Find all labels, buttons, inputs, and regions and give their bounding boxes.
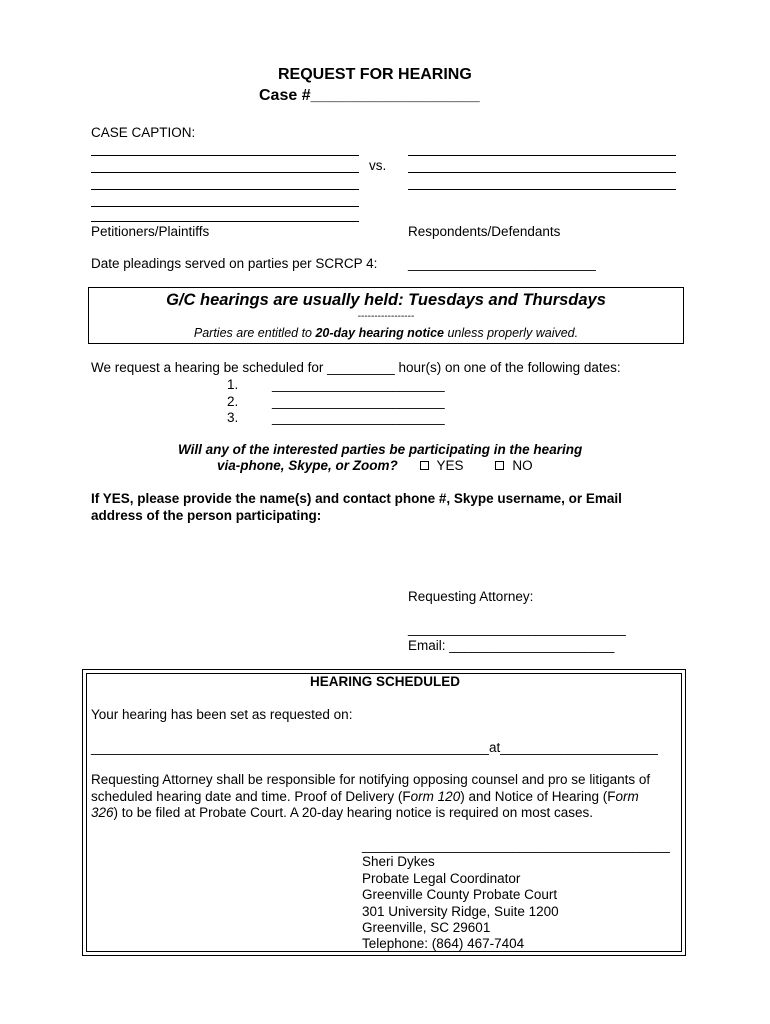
no-label: NO xyxy=(512,458,533,473)
hearing-set-text: Your hearing has been set as requested on: xyxy=(91,707,353,722)
hearing-request-text xyxy=(91,360,621,375)
hours-field[interactable]: _________ xyxy=(327,360,395,375)
coordinator-phone: Telephone: (864) 467-7404 xyxy=(362,936,525,951)
scheduled-datetime xyxy=(91,740,658,755)
attorney-email xyxy=(408,638,614,653)
case-label: Case # xyxy=(259,87,311,104)
resp-text: ) and Notice of Hearing (F xyxy=(460,789,616,804)
respondent-line[interactable] xyxy=(408,155,676,156)
hearing-scheduled-title: HEARING SCHEDULED xyxy=(309,674,460,689)
notice-headline: G/C hearings are usually held: Tuesdays and Thursdays xyxy=(166,291,606,309)
respondent-line[interactable] xyxy=(408,189,676,190)
date-option-field[interactable]: _______________________ xyxy=(272,394,445,409)
coordinator-name: Sheri Dykes xyxy=(362,854,435,869)
petitioner-line[interactable] xyxy=(91,172,359,173)
hearing-days-notice xyxy=(88,287,684,344)
form-326-number: 326 xyxy=(91,805,114,820)
respondents-label: Respondents/Defendants xyxy=(408,224,561,239)
no-checkbox[interactable] xyxy=(495,461,504,470)
petitioners-label: Petitioners/Plaintiffs xyxy=(91,224,210,239)
notice-text-before: Parties are entitled to xyxy=(193,326,316,340)
attorney-signature-field[interactable]: _____________________________ xyxy=(408,621,626,636)
respondent-line[interactable] xyxy=(408,172,676,173)
responsibility-line3 xyxy=(91,805,593,820)
coordinator-court: Greenville County Probate Court xyxy=(362,887,558,902)
date-option-number: 1. xyxy=(227,377,239,392)
resp-text: ) to be filed at Probate Court. A 20-day hearing notice is required on most cases. xyxy=(113,805,594,820)
case-caption-label: CASE CAPTION: xyxy=(91,125,196,140)
responsibility-line2 xyxy=(91,789,639,804)
yes-label: YES xyxy=(436,458,464,473)
remote-question-line1: Will any of the interested parties be participating in the hearing xyxy=(178,442,583,457)
coordinator-title: Probate Legal Coordinator xyxy=(362,871,521,886)
page-title: REQUEST FOR HEARING xyxy=(278,66,472,83)
contact-instructions-line2: address of the person participating: xyxy=(91,508,322,523)
yes-checkbox[interactable] xyxy=(420,461,429,470)
form-326-ref: orm xyxy=(615,789,639,804)
remote-question-text: via-phone, Skype, or Zoom? xyxy=(217,458,398,473)
date-option-number: 2. xyxy=(227,394,239,409)
coordinator-address1: 301 University Ridge, Suite 1200 xyxy=(362,904,559,919)
notice-text xyxy=(89,326,683,340)
date-option-field[interactable]: _______________________ xyxy=(272,377,445,392)
petitioner-line[interactable] xyxy=(91,221,359,222)
versus-label: vs. xyxy=(369,158,387,173)
email-label: Email: xyxy=(408,638,450,653)
responsibility-line1: Requesting Attorney shall be responsible for notifying opposing counsel and pro se litigants of xyxy=(91,772,651,787)
coordinator-address2: Greenville, SC 29601 xyxy=(362,920,491,935)
petitioner-line[interactable] xyxy=(91,189,359,190)
notice-divider: ----------------- xyxy=(357,311,415,322)
request-text-after: hour(s) on one of the following dates: xyxy=(394,360,621,375)
petitioner-line[interactable] xyxy=(91,206,359,207)
date-served-label: Date pleadings served on parties per SCRCP 4: xyxy=(91,256,378,271)
date-served-field[interactable]: _________________________ xyxy=(408,256,596,271)
scheduled-date-field[interactable]: _____________________________________________________ xyxy=(91,740,489,755)
contact-instructions-line1: If YES, please provide the name(s) and contact phone #, Skype username, or Email xyxy=(91,491,622,506)
at-label: at xyxy=(488,740,501,755)
coordinator-signature-field[interactable]: _________________________________________ xyxy=(362,838,670,853)
form-120-ref: orm 120 xyxy=(410,789,461,804)
petitioner-line[interactable] xyxy=(91,155,359,156)
request-text-before: We request a hearing be scheduled for xyxy=(91,360,328,375)
scheduled-time-field[interactable]: _____________________ xyxy=(500,740,658,755)
email-field[interactable]: ______________________ xyxy=(449,638,615,653)
remote-question-line2 xyxy=(217,458,533,473)
notice-text-bold: 20-day hearing notice xyxy=(315,326,444,340)
resp-text: scheduled hearing date and time. Proof of Delivery (F xyxy=(91,789,411,804)
case-number xyxy=(259,87,480,105)
date-option-field[interactable]: _______________________ xyxy=(272,410,445,425)
date-option-number: 3. xyxy=(227,410,239,425)
case-number-field[interactable]: ___________________ xyxy=(310,87,480,104)
notice-text-after: unless properly waived. xyxy=(444,326,579,340)
requesting-attorney-label: Requesting Attorney: xyxy=(408,589,534,604)
